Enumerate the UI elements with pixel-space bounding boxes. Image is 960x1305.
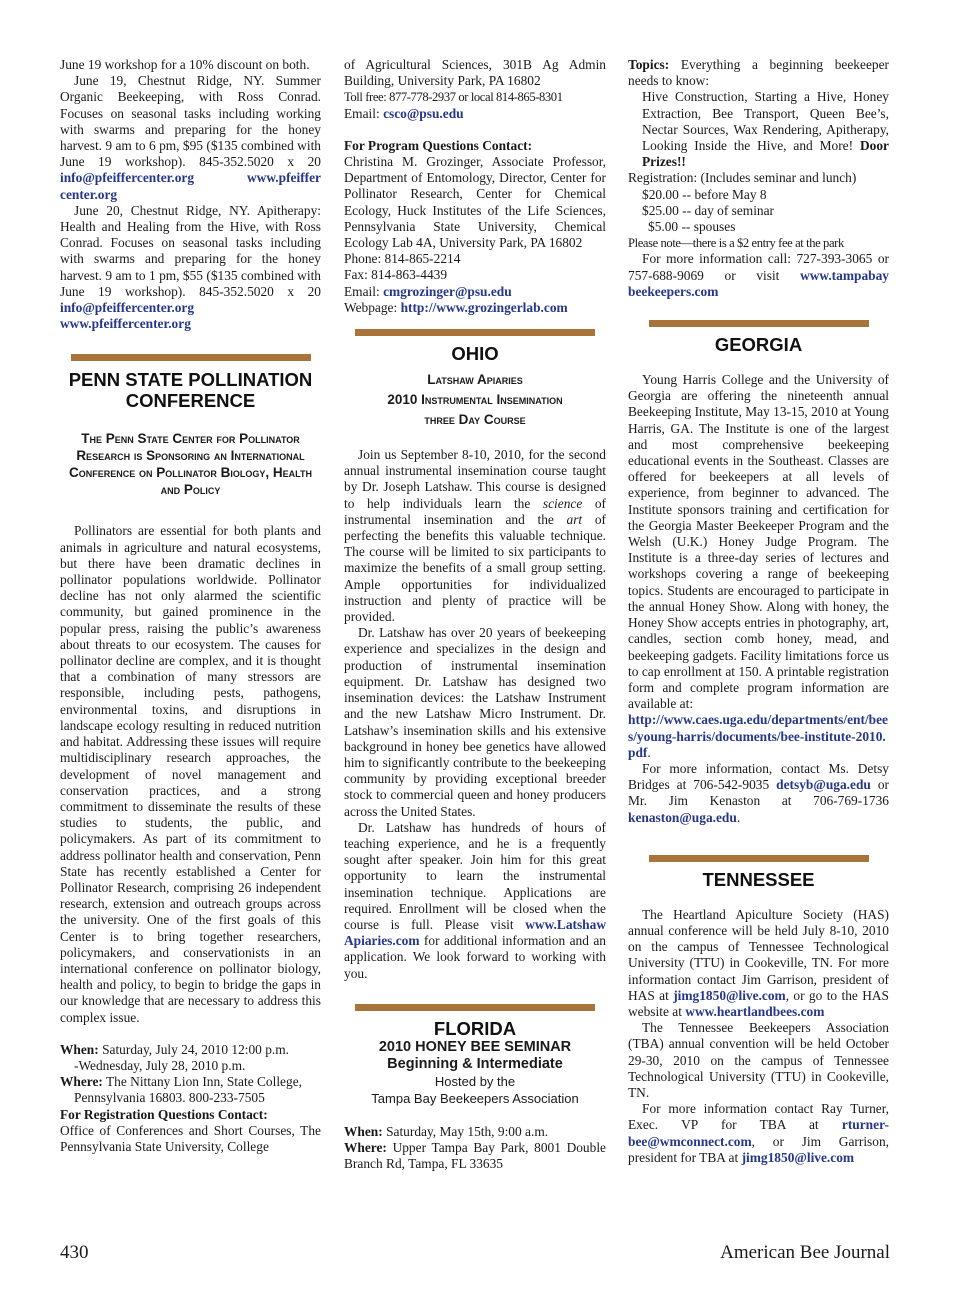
web-link[interactable]: www.heartlandbees.com xyxy=(685,1003,825,1019)
section-rule xyxy=(355,329,595,336)
paragraph: Dr. Latshaw has hundreds of hours of teaching experience, and he is a frequently sought after speaker. Join him for this great opportunity to learn the instrumental insemination technique. Applications are required. Enrollment will be closed when the course is full. Please visit www.Latshaw Apiaries.com for additional information and an application. We look forward to working with you. xyxy=(344,819,606,981)
paragraph: Dr. Latshaw has over 20 years of beekeeping experience and specializes in the design and production of instrumental insemination equipment. Dr. Latshaw has designed two insemination devices: the Latshaw Instrument and the new Latshaw Micro Instrument. Dr. Latshaw’s insemination skills and his extensive background in honey bee genetics have allowed him to significantly contribute to the beekeeping community by providing exceptional breeder stock to commercial queen and honey producers across the United States. xyxy=(344,625,606,819)
registration-label: For Registration Questions Contact: xyxy=(60,1106,268,1122)
column-3 xyxy=(628,57,889,1166)
email-link[interactable]: csco@psu.edu xyxy=(383,105,464,121)
section-title: TENNESSEE xyxy=(702,868,815,890)
section-rule xyxy=(71,354,311,361)
topics-line: Topics: Everything a beginning beekeeper needs to know: xyxy=(628,57,889,89)
web-link[interactable]: www.Latshaw Apiaries.com xyxy=(344,916,606,949)
email-link[interactable]: info@pfeiffercenter.org xyxy=(60,170,195,186)
email-line: Email: csco@psu.edu xyxy=(344,105,464,121)
section-rule xyxy=(649,320,869,327)
section-subtitle: Latshaw Apiaries 2010 Instrumental Insemination three Day Course xyxy=(387,372,563,428)
note-line: Please note—there is a $2 entry fee at the park xyxy=(628,236,844,251)
section-subtitle: The Penn State Center for Pollinator Research is Sponsoring an International Conference on Pollinator Biology, Health and Policy xyxy=(68,431,312,498)
link-line: http://www.caes.uga.edu/departments/ent/bees/young-harris/documents/bee-institute-2010.pdf. xyxy=(628,712,888,760)
paragraph: June 19 workshop for a 10% discount on both. xyxy=(60,57,310,72)
where-line: Where: The Nittany Lion Inn, State College, Pennsylvania 16803. 800-233-7505 xyxy=(60,1074,302,1106)
section-title: FLORIDA xyxy=(433,1017,517,1039)
paragraph: Office of Conferences and Short Courses, The Pennsylvania State University, College xyxy=(60,1122,321,1154)
email-link[interactable]: detsyb@uga.edu xyxy=(776,777,871,793)
section-title: OHIO xyxy=(451,343,499,365)
paragraph: Join us September 8-10, 2010, for the second annual instrumental insemination course taught by Dr. Joseph Latshaw. This course is designed to help individuals learn the science of instrumental insemination and the art of perfecting the benefits this valuable technique. The course will be limited to six participants to maximize the benefits of a small group setting. Ample opportunities for individualized instruction and plenty of practice will be provided. xyxy=(344,447,606,625)
program-label: For Program Questions Contact: xyxy=(344,137,533,153)
price-line: $5.00 -- spouses xyxy=(648,219,736,235)
paragraph: Christina M. Grozinger, Associate Professor, Department of Entomology, Director, Center for Pollinator Research, Center for Chemical Ecology, Huck Institutes of the Life Sciences, Pennsylvania State University, Chemical Ecology Lab 4A, University Park, PA 16802 xyxy=(344,154,606,251)
web-line: Webpage: http://www.grozingerlab.com xyxy=(344,299,568,315)
topics-list: Hive Construction, Starting a Hive, Honey Extraction, Bee Transport, Queen Bee’s, Nectar Sources, Wax Rendering, Apitherapy, Looking Inside the Hive, and More! Door Prizes!! xyxy=(642,89,889,170)
phone-line: Phone: 814-865-2214 xyxy=(344,251,461,267)
section-subtitle: 2010 HONEY BEE SEMINAR xyxy=(378,1038,572,1055)
column-2 xyxy=(344,57,606,1172)
email-link[interactable]: kenaston@uga.edu xyxy=(628,809,737,825)
paragraph: For more information call: 727-393-3065 or 757-688-9069 or visit www.tampabay beekeepers.com xyxy=(628,251,889,299)
section-subtitle: Tampa Bay Beekeepers Association xyxy=(371,1090,579,1106)
section-rule xyxy=(355,1004,595,1011)
email-link[interactable]: rturner-bee@wmconnect.com xyxy=(628,1117,889,1149)
email-link[interactable]: jimg1850@live.com xyxy=(741,1149,855,1165)
section-rule xyxy=(649,855,869,862)
email-link[interactable]: info@pfeiffercenter.org xyxy=(60,300,195,316)
web-link[interactable]: www.tampabay beekeepers.com xyxy=(628,267,889,299)
where-line: Where: Upper Tampa Bay Park, 8001 Double Branch Rd, Tampa, FL 33635 xyxy=(344,1139,606,1172)
paragraph: For more information, contact Ms. Detsy Bridges at 706-542-9035 detsyb@uga.edu or Mr. Jim Kenaston at 706-769-1736 kenaston@uga.edu. xyxy=(628,760,889,825)
section-title: PENN STATE POLLINATION CONFERENCE xyxy=(68,369,313,412)
registration-line: Registration: (Includes seminar and lunch) xyxy=(628,170,857,186)
section-subtitle: Beginning & Intermediate xyxy=(387,1055,563,1072)
email-line: Email: cmgrozinger@psu.edu xyxy=(344,283,512,299)
web-link[interactable]: www.pfeiffercenter.org xyxy=(60,316,191,332)
paragraph: For more information contact Ray Turner, Exec. VP for TBA at rturner-bee@wmconnect.com, or Jim Garrison, president for TBA at jimg1850@live.com xyxy=(628,1101,889,1165)
email-link[interactable]: jimg1850@live.com xyxy=(673,987,786,1003)
paragraph: Young Harris College and the University of Georgia are offering the nineteenth annual Beekeeping Institute, May 13-15, 2010 at Young Harris, GA. The Institute is one of the largest and most comprehensive beekeeping educational events in the Southeast. Classes are offered for beekeepers at all levels of experience, from beginner to advanced. The Institute sponsors training and certification for the Georgia Master Beekeeper Program and the Welsh (U.K.) Honey Judge Program. The Institute is a three-day series of lectures and workshops covering a range of beekeeping topics. Students are encouraged to participate in the annual Honey Show. Along with honey, the Honey Show accepts entries in photography, art, candles, section comb honey, mead, and beekeeping gadgets. Facility limitations force us to cap enrollment at 150. A printable registration form and complete program information are available at: xyxy=(628,372,889,712)
web-link[interactable]: http://www.caes.uga.edu/departments/ent/bees/young-harris/documents/bee-institute-2010.pdf xyxy=(628,712,888,760)
paragraph: The Tennessee Beekeepers Association (TBA) annual convention will be held October 29-30, 2010 on the campus of Tennessee Technological University (TTU) in Cookeville, TN. xyxy=(628,1020,889,1100)
column-1 xyxy=(60,57,321,1155)
paragraph: The Heartland Apiculture Society (HAS) annual conference will be held July 8-10, 2010 on the campus of Tennessee Technological University (TTU) in Cookeville, TN. For more information contact Jim Garrison, president of HAS at jimg1850@live.com, or go to the HAS website at www.heartlandbees.com xyxy=(628,906,889,1019)
section-subtitle: Hosted by the xyxy=(434,1073,516,1089)
when-line: When: Saturday, July 24, 2010 12:00 p.m. -Wednesday, July 28, 2010 p.m. xyxy=(60,1041,290,1073)
paragraph: Toll free: 877-778-2937 or local 814-865-8301 xyxy=(344,90,563,105)
paragraph: of Agricultural Sciences, 301B Ag Admin Building, University Park, PA 16802 xyxy=(344,57,606,89)
web-link[interactable]: http://www.grozingerlab.com xyxy=(400,299,568,315)
web-link[interactable]: www.pfeiffer center.org xyxy=(60,170,321,202)
paragraph: Pollinators are essential for both plants and animals in agriculture and natural ecosystems, but there have been dramatic declines in pollinator populations worldwide. Pollinator decline has not only alarmed the scientific community, but gained prominence in the popular press, raising the public’s awareness about threats to our ecosystem. The causes for pollinator decline are complex, and it is thought that a combination of many stressors are responsible, including pests, pathogens, environmental toxins, and disruptions in landscape ecology resulting in reduced nutrition and habitat. Addressing these issues will require multidisciplinary research approaches, the development of novel management and conservation practices, and a strong commitment to disseminate the results of these studies to students, the public, and policymakers. As part of its commitment to address pollinator health and conservation, Penn State has recently established a Center for Pollinator Research, comprising 26 independent research, extension and outreach groups across the university. One of the first goals of this Center is to bring together researchers, policymakers, and conservationists in an international conference on pollinator biology, health and policy, to begin to bridge the gaps in our knowledge that are necessary to address this complex issue. xyxy=(60,523,321,1025)
paragraph: June 20, Chestnut Ridge, NY. Apitherapy: Health and Healing from the Hive, with Ross Conrad. Focuses on seasonal tasks including with swarms and preparing for the honey harvest. 9 am to 1 pm, $55 ($135 combined with June 19 workshop). 845-352.5020 x 20 info@pfeiffercenter.org www.pfeiffercenter.org xyxy=(60,202,321,332)
page-number: 430 xyxy=(60,1242,89,1263)
price-line: $25.00 -- day of seminar xyxy=(642,202,775,218)
fax-line: Fax: 814-863-4439 xyxy=(344,267,448,283)
section-title: GEORGIA xyxy=(714,334,803,356)
email-link[interactable]: cmgrozinger@psu.edu xyxy=(383,283,512,299)
paragraph: June 19, Chestnut Ridge, NY. Summer Organic Beekeeping, with Ross Conrad. Focuses on seasonal tasks including working with swarms and preparing for the honey harvest. 9 am to 6 pm, $95 ($135 combined with June 19 workshop). 845-352.5020 x 20 info@pfeiffercenter.org www.pfeiffer center.org xyxy=(60,73,321,202)
journal-name: American Bee Journal xyxy=(720,1242,890,1263)
when-line: When: Saturday, May 15th, 9:00 a.m. xyxy=(344,1123,549,1139)
price-line: $20.00 -- before May 8 xyxy=(642,186,767,202)
